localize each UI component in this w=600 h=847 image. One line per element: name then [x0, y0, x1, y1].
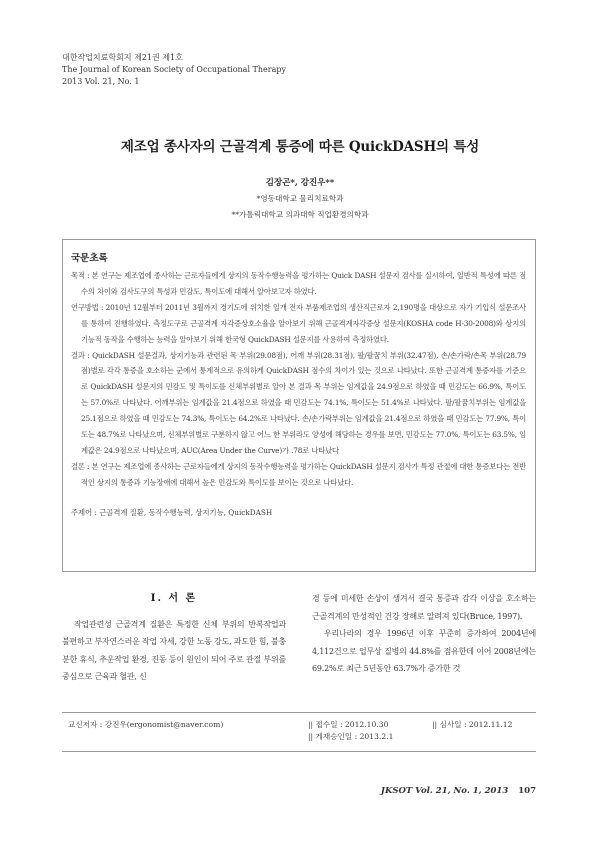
abstract-results: 결과 : QuickDASH 설문결과, 상지기능과 관련된 목 부위(29.08점), 어깨 부위(28.31점), 팔/팔꿈치 부위(32.47점), 손/손가락/손목 부위(28.79점)별로 각각 통증을 호소하는 군에서 통계적으로 유의하게 QuickDASH 점수의 차이가 있는 것으로 나타났다. 또한 근골격계 통증자를 기준으로 QuickDASH 설문지의 민감도 및 특이도를 신체부위별로 알아 본 결과 목 부위는 임계값을 24.9점으로 하였을 때 민감도는 66.9%, 특이도는 57.0%로 나타났다. 어깨부위는 임계값을 21.4점으로 하였을 때 민감도는 74.1%, 특이도는 51.4%로 나타났다. 팔/팔꿈치부위는 임계값을 25.1점으로 하였을 때 민감도는 74.3%, 특이도는 64.2%로 나타났다. 손/손가락부위는 임계값을 21.4점으로 하였을 때 민감도는 77.9%, 특이도는 48.7%로 나타났으며, 신체부위별로 구분하지 않고 어느 한 부위라도 양성에 해당하는 경우를 보면, 민감도는 77.0%, 특이도는 63.5%, 임계값은 24.9점으로 나타났으며, AUC(Area Under the Curve)가 .78로 나타났다 — [71, 350, 526, 455]
journal-header — [62, 52, 286, 88]
abstract-conclusion: 결론 : 본 연구는 제조업에 종사하는 근로자들에게 상지의 동작수행능력을 평가하는 QuickDASH 설문지 검사가 특정 관절에 대한 통증보다는 전반적인 상지의 통증과 기능장애에 대해서 높은 민감도와 특이도를 보이는 것으로 나타났다. — [71, 461, 526, 487]
journal-name-korean: 대한작업치료학회지 제21권 제1호 — [62, 53, 183, 62]
body-column-left — [62, 590, 286, 686]
body-paragraph: 우리나라의 경우 1996년 이후 꾸준히 증가하여 2004년에 4,112건으로 업무상 질병의 44.8%를 점유한데 이어 2008년에는 69.2%로 최근 5년동안 63.7%가 증가한 것 — [312, 629, 536, 673]
abstract-box — [62, 239, 536, 572]
corresponding-author: 교신저자 : 강진우(ergonomist@naver.com) — [68, 720, 224, 729]
body-paragraph: 작업관련성 근골격계 질환은 특정한 신체 부위의 반복작업과 불편하고 부자연스러운 작업 자세, 강한 노동 강도, 과도한 힘, 불충분한 휴식, 추운작업 환경, 진동 등이 원인이 되어 주로 관절 부위를 중심으로 근육과 혈관, 신 — [62, 619, 286, 681]
section-heading-introduction: Ⅰ. 서 론 — [150, 593, 198, 604]
body-paragraph-continued: 경 등에 미세한 손상이 생겨서 결국 통증과 감각 이상을 호소하는 근골격계의 만성적인 건강 장해로 알려져 있다(Bruce, 1997). — [312, 594, 536, 621]
received-date: || 접수일 : 2012.10.30 — [308, 720, 389, 729]
affiliation-2: **가톨릭대학교 의과대학 직업환경의학과 — [231, 210, 369, 219]
keywords: 주제어 : 근골격계 질환, 동작수행능력, 상지기능, QuickDASH — [71, 507, 273, 517]
journal-name-english: The Journal of Korean Society of Occupational Therapy — [62, 65, 287, 74]
abstract-purpose: 목적 : 본 연구는 제조업에 종사하는 근로자들에게 상지의 동작수행능력을 평가하는 Quick DASH 설문지 검사를 실시하여, 일반적 특성에 따른 점수의 차이와 검사도구의 특성과 민감도, 특이도에 대해서 알아보고자 하였다. — [71, 271, 526, 296]
review-date: || 심사일 : 2012.11.12 — [432, 720, 513, 729]
journal-volume: 2013 Vol. 21, No. 1 — [62, 77, 140, 86]
submission-dates — [308, 719, 393, 743]
authors: 김장곤*, 강진우** — [265, 178, 335, 188]
abstract-methods: 연구방법 : 2010년 12월부터 2011년 3월까지 경기도에 위치한 일개 전자 부품제조업의 생산직근로자 2,190명을 대상으로 자가 기입식 설문조사를 통하여 진행하였다. 측정도구로 근골격계 자각증상호소율을 알아보기 위해 근골격계자각증상 설문지(KOSHA code H-30-2008)와 상지의 기능적 동작을 수행하는 능력을 알아보기 위해 한국형 QuickDASH 설문지를 사용하여 측정하였다. — [71, 302, 526, 344]
body-column-right — [312, 590, 536, 678]
paper-title: 제조업 종사자의 근골격계 통증에 따른 QuickDASH의 특성 — [120, 139, 480, 155]
page-number: 107 — [518, 786, 536, 796]
running-footer-journal: JKSOT Vol. 21, No. 1, 2013 — [380, 786, 509, 796]
affiliation-1: *영동대학교 물리치료학과 — [256, 194, 344, 203]
abstract-heading: 국문초록 — [71, 253, 108, 264]
accepted-date: || 게재승인일 : 2013.2.1 — [308, 732, 394, 741]
article-info-box — [62, 712, 536, 752]
running-footer — [381, 786, 536, 796]
